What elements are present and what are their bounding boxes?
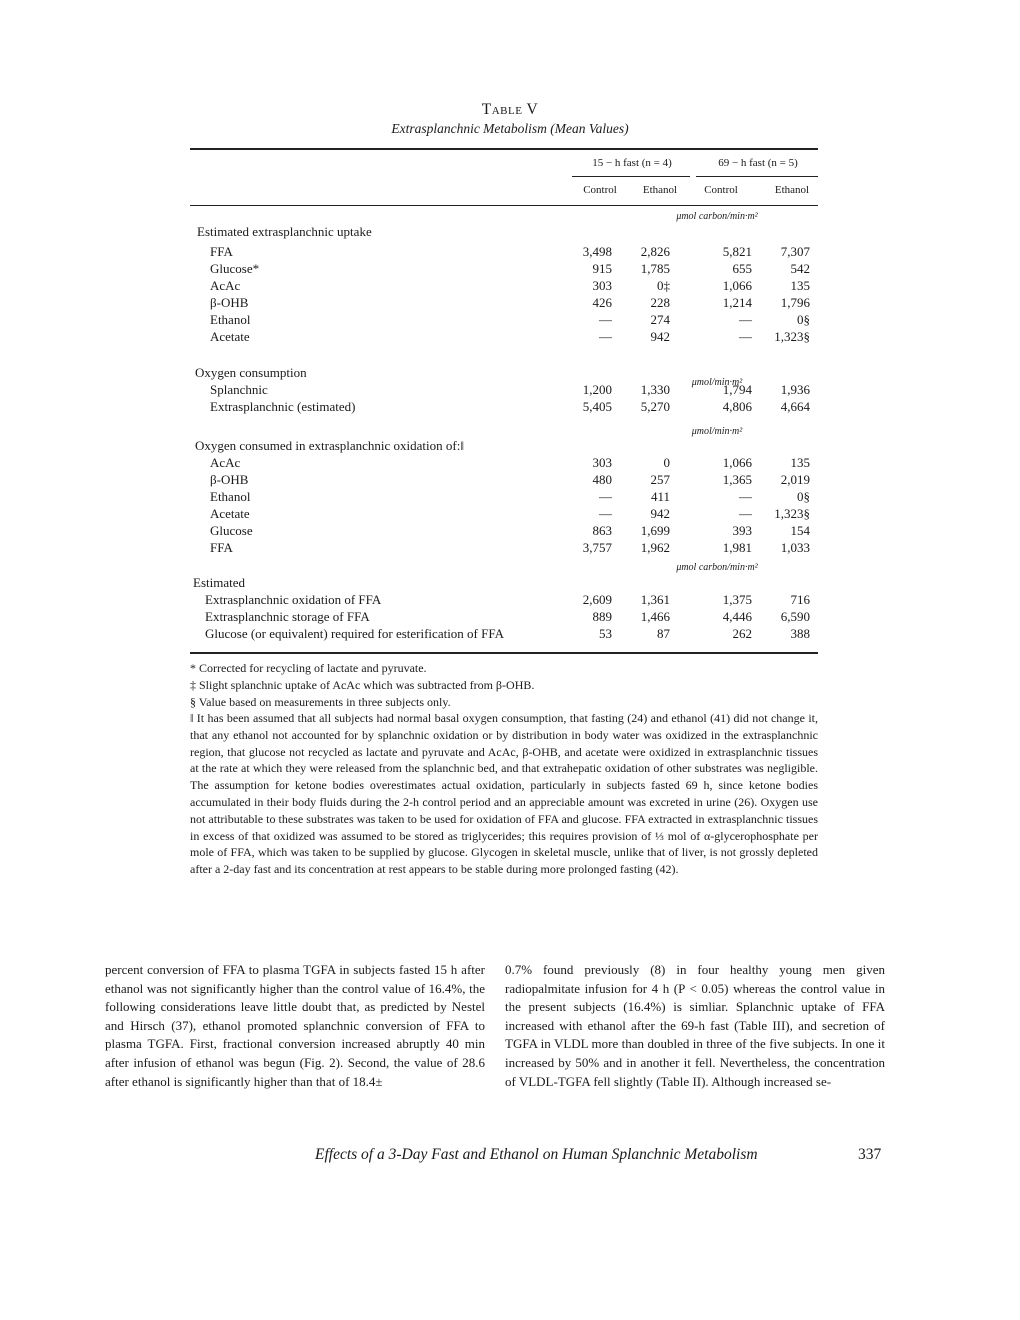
- table-cell: 303: [592, 278, 612, 293]
- table-cell: 942: [650, 329, 670, 344]
- unit-label: μmol carbon/min·m²: [676, 211, 758, 222]
- table-cell: 426: [592, 295, 612, 310]
- table-cell: 1,033: [780, 540, 810, 555]
- table-cell: 1,962: [640, 540, 670, 555]
- table-bottom-rule: [190, 652, 818, 654]
- row-label: Acetate: [210, 506, 250, 521]
- table-cell: 0: [663, 455, 670, 470]
- table-cell: 1,794: [722, 382, 752, 397]
- table-cell: 411: [650, 489, 670, 504]
- table-cell: 5,821: [722, 244, 752, 259]
- table-cell: 1,323§: [774, 506, 810, 521]
- body-column-left: percent conversion of FFA to plasma TGFA in subjects fasted 15 h after ethanol was not significantly higher than the control value of 16.4%, the following considerations leave little doubt that, as predicted by Nestel and Hirsch (37), ethanol promoted splanchnic conversion of FFA to plasma TGFA. First, fractional conversion increased abruptly 40 min after infusion of ethanol was begun (Fig. 2). Second, the value of 28.6 after ethanol is significantly higher than that of 18.4±: [105, 962, 485, 1089]
- table-cell: 257: [650, 472, 670, 487]
- table-cell: 1,323§: [774, 329, 810, 344]
- table-cell: 1,936: [780, 382, 810, 397]
- table-cell: 480: [592, 472, 612, 487]
- unit-label: μmol/min·m²: [691, 377, 743, 388]
- table-cell: 4,806: [722, 399, 752, 414]
- group-rule-15h: [572, 176, 690, 177]
- table-top-rule: [190, 148, 818, 150]
- table-cell: 863: [592, 523, 612, 538]
- table-cell: 135: [790, 278, 810, 293]
- table-cell: 3,498: [582, 244, 612, 259]
- table-cell: 1,361: [640, 592, 670, 607]
- group-header-15h: 15 − h fast (n = 4): [592, 157, 672, 169]
- body-column-right: 0.7% found previously (8) in four healthy young men given radiopalmitate infusion for 4 h (P < 0.05) whereas the control value in the present subjects (16.4%) is simliar. Splanchnic uptake of FFA increased with ethanol after the 69-h fast (Table III), and secretion of TGFA in VLDL more than doubled in three of the five subjects. In one it increased by 50% and in another it fell. Nevertheless, the concentration of VLDL-TGFA fell slightly (Table II). Although increased se-: [505, 962, 885, 1089]
- table-cell: 154: [790, 523, 810, 538]
- table-cell: —: [739, 312, 752, 327]
- col-header-control-69h: Control: [704, 184, 738, 196]
- table-cell: 5,270: [640, 399, 670, 414]
- table-cell: 915: [592, 261, 612, 276]
- footnote: ‖ It has been assumed that all subjects had normal basal oxygen consumption, that fasting (24) and ethanol (41) did not change it, that any ethanol not accounted for by splanchnic oxidation or by distribution in body water was oxidized in the extrasplanchnic region, that glucose not recycled as lactate and pyruvate and AcAc, β-OHB, and acetate were oxidized in extrasplanchnic tissues at the rate at which they were released from the splanchnic bed, and that extrahepatic oxidation of other substrates was negligible. The assumption for ketone bodies overestimates actual oxidation, particularly in subjects fasted 69 h, since ketone bodies accumulated in their body fluids during the 2-h control period and an appreciable amount was excreted in urine (26). Oxygen use not attributable to these substrates was taken to be used for oxidation of FFA and glucose. FFA extracted in extrasplanchnic tissues in excess of that oxidized was assumed to be stored as triglycerides; this requires provision of ⅓ mol of α-glycerophosphate per mole of FFA, which was taken to be supplied by glucose. Glycogen in skeletal muscle, unlike that of liver, is not grossly depleted after a 2-day fast and its concentration at rest appears to be stable during more prolonged fasting (42).: [190, 711, 818, 877]
- table-cell: 0§: [797, 489, 810, 504]
- header-bottom-rule: [190, 205, 818, 206]
- table-cell: 0‡: [657, 278, 670, 293]
- table-cell: —: [739, 506, 752, 521]
- table-cell: —: [599, 312, 612, 327]
- table-cell: 889: [592, 609, 612, 624]
- col-header-ethanol-69h: Ethanol: [774, 184, 810, 196]
- table-cell: 1,981: [722, 540, 752, 555]
- table-cell: 1,796: [780, 295, 810, 310]
- table-cell: —: [599, 506, 612, 521]
- section-heading: Estimated: [193, 575, 245, 590]
- table-cell: 2,826: [640, 244, 670, 259]
- table-cell: 6,590: [780, 609, 810, 624]
- unit-label: μmol carbon/min·m²: [676, 562, 758, 573]
- table-cell: 4,446: [722, 609, 752, 624]
- table-cell: 655: [732, 261, 752, 276]
- unit-label: μmol/min·m²: [691, 426, 743, 437]
- table-cell: —: [739, 489, 752, 504]
- table-cell: 135: [790, 455, 810, 470]
- row-label: Glucose (or equivalent) required for esterification of FFA: [205, 626, 505, 641]
- table-cell: —: [599, 329, 612, 344]
- table-cell: 542: [790, 261, 810, 276]
- table-cell: 7,307: [780, 244, 810, 259]
- table-cell: 393: [732, 523, 752, 538]
- row-label: FFA: [210, 244, 233, 259]
- row-label: FFA: [210, 540, 233, 555]
- table-cell: 4,664: [780, 399, 810, 414]
- table-subtitle: Extrasplanchnic Metabolism (Mean Values): [391, 121, 629, 136]
- page-number: 337: [858, 1146, 882, 1163]
- table-cell: 303: [592, 455, 612, 470]
- table-cell: 1,466: [640, 609, 670, 624]
- row-label: β-OHB: [210, 295, 249, 310]
- row-label: Ethanol: [210, 312, 251, 327]
- table-cell: 3,757: [582, 540, 612, 555]
- row-label: Ethanol: [210, 489, 251, 504]
- table-cell: 1,699: [640, 523, 670, 538]
- row-label: Extrasplanchnic oxidation of FFA: [205, 592, 382, 607]
- table-cell: 5,405: [582, 399, 612, 414]
- table-cell: 716: [790, 592, 810, 607]
- row-label: Glucose*: [210, 261, 260, 276]
- footnote: ‡ Slight splanchnic uptake of AcAc which was subtracted from β-OHB.: [190, 678, 535, 692]
- row-label: Acetate: [210, 329, 250, 344]
- table-cell: 1,365: [722, 472, 752, 487]
- row-label: Glucose: [210, 523, 253, 538]
- col-header-ethanol-15h: Ethanol: [642, 184, 678, 196]
- table-cell: 1,214: [722, 295, 752, 310]
- table-cell: 262: [732, 626, 752, 641]
- table-cell: 2,609: [582, 592, 612, 607]
- section-heading: Oxygen consumption: [195, 365, 307, 380]
- row-label: Splanchnic: [210, 382, 268, 397]
- row-label: AcAc: [210, 455, 241, 470]
- table-cell: 1,330: [640, 382, 670, 397]
- col-header-control-15h: Control: [583, 184, 617, 196]
- table-cell: 228: [650, 295, 670, 310]
- group-header-69h: 69 − h fast (n = 5): [718, 157, 798, 169]
- table-title: Table V: [481, 101, 539, 118]
- table-cell: 1,200: [582, 382, 612, 397]
- table-cell: 53: [599, 626, 612, 641]
- table-cell: 0§: [797, 312, 810, 327]
- row-label: Extrasplanchnic (estimated): [210, 399, 356, 414]
- section-heading: Oxygen consumed in extrasplanchnic oxidation of:‖: [195, 438, 465, 453]
- row-label: β-OHB: [210, 472, 249, 487]
- table-cell: 1,375: [722, 592, 752, 607]
- group-rule-69h: [696, 176, 818, 177]
- section-heading: Estimated extrasplanchnic uptake: [197, 224, 372, 239]
- table-cell: 1,785: [640, 261, 670, 276]
- table-cell: —: [599, 489, 612, 504]
- table-cell: 274: [650, 312, 670, 327]
- table-cell: 388: [790, 626, 810, 641]
- table-cell: 1,066: [722, 278, 752, 293]
- footnote: § Value based on measurements in three subjects only.: [190, 695, 451, 709]
- row-label: Extrasplanchnic storage of FFA: [205, 609, 370, 624]
- table-cell: —: [739, 329, 752, 344]
- row-label: AcAc: [210, 278, 241, 293]
- running-title: Effects of a 3-Day Fast and Ethanol on Human Splanchnic Metabolism: [315, 1146, 758, 1163]
- table-cell: 87: [657, 626, 670, 641]
- table-cell: 2,019: [780, 472, 810, 487]
- table-cell: 1,066: [722, 455, 752, 470]
- table-cell: 942: [650, 506, 670, 521]
- footnote: * Corrected for recycling of lactate and pyruvate.: [190, 661, 427, 675]
